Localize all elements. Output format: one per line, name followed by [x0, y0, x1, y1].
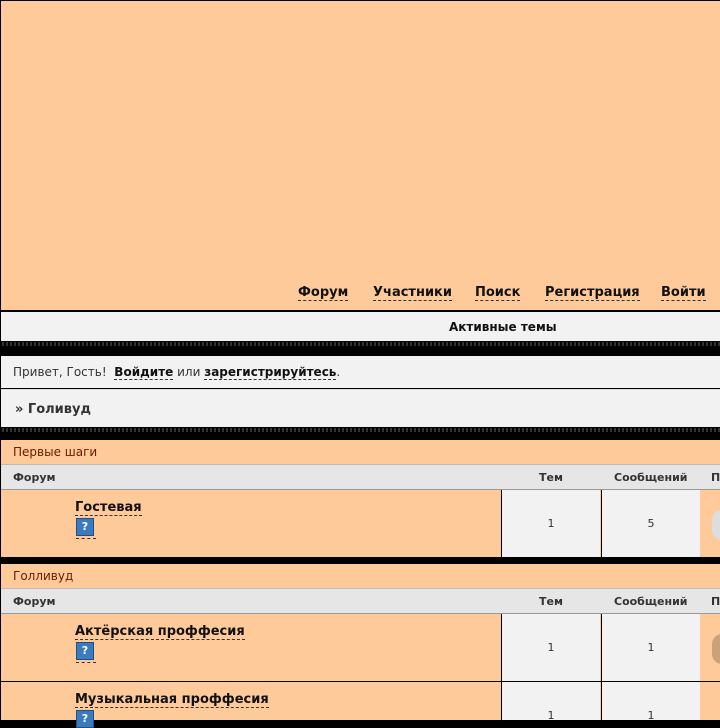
nav-forum[interactable]: Форум [298, 285, 349, 300]
topics-count: 1 [501, 682, 600, 720]
posts-count: 1 [601, 614, 700, 681]
icon-underline [76, 662, 96, 663]
forum-title-link[interactable]: Гостевая [75, 500, 142, 515]
forum-row [1, 682, 720, 725]
register-link[interactable]: зарегистрируйтесь [204, 365, 337, 379]
login-link[interactable]: Войдите [114, 365, 174, 379]
forum-main [1, 682, 501, 725]
forum-main [1, 490, 501, 557]
avatar[interactable] [712, 510, 720, 540]
question-icon[interactable]: ? [76, 710, 94, 728]
nav-register[interactable]: Регистрация [545, 285, 640, 300]
separator [0, 342, 720, 346]
greeting-text: Привет, Гость! [13, 365, 107, 379]
category-title [1, 440, 720, 464]
main-nav [1, 285, 720, 305]
period-text: . [336, 365, 341, 379]
nav-search[interactable]: Поиск [475, 285, 521, 300]
forum-title-link[interactable]: Музыкальная проффесия [75, 692, 269, 707]
category-title-text: Голливуд [13, 569, 74, 583]
category-title [1, 564, 720, 588]
avatar[interactable] [712, 634, 720, 664]
col-posts: Сообщений [614, 595, 688, 608]
posts-count: 1 [601, 682, 700, 720]
question-icon[interactable]: ? [76, 642, 94, 660]
table-header [1, 588, 720, 614]
breadcrumb [1, 389, 720, 427]
breadcrumb-text: » Голивуд [15, 402, 91, 417]
col-forum: Форум [13, 471, 56, 484]
col-topics: Тем [539, 471, 563, 484]
col-topics: Тем [539, 595, 563, 608]
nav-login[interactable]: Войти [661, 285, 706, 300]
welcome-bar [1, 356, 720, 388]
col-forum: Форум [13, 595, 56, 608]
col-posts: Сообщений [614, 471, 688, 484]
forum-title-link[interactable]: Актёрская проффесия [75, 624, 245, 639]
table-header [1, 464, 720, 490]
col-last: П [711, 595, 720, 608]
forum-main [1, 614, 501, 681]
col-last: П [711, 471, 720, 484]
header-banner [1, 1, 720, 310]
forum-row [1, 614, 720, 682]
category-title-text: Первые шаги [13, 445, 98, 459]
separator [0, 428, 720, 432]
active-topics-bar [1, 312, 720, 341]
topics-count: 1 [501, 490, 600, 557]
topics-count: 1 [501, 614, 600, 681]
question-icon[interactable]: ? [76, 518, 94, 536]
forum-row [1, 490, 720, 558]
nav-members[interactable]: Участники [373, 285, 452, 300]
icon-underline [76, 538, 96, 539]
or-text: или [177, 365, 201, 379]
welcome-text [13, 365, 340, 379]
active-topics-link[interactable]: Активные темы [449, 320, 557, 334]
posts-count: 5 [601, 490, 700, 557]
